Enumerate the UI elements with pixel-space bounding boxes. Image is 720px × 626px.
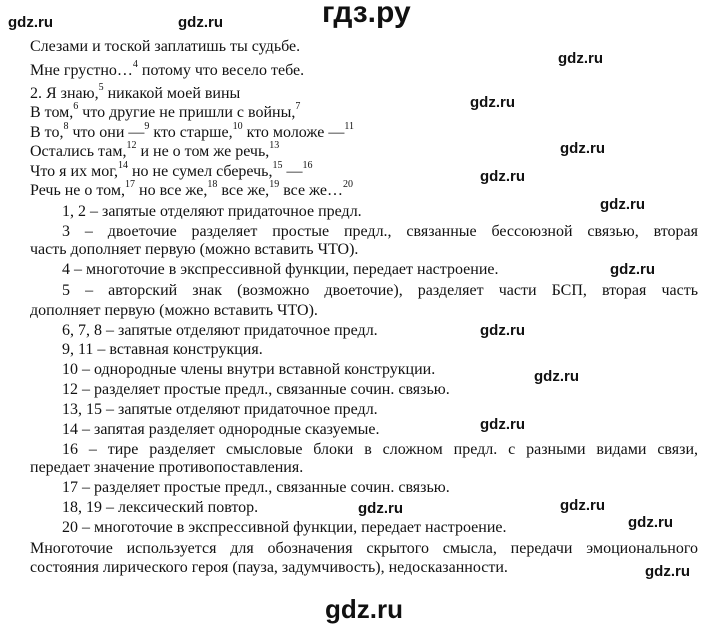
note-line: часть дополняет первую (можно вставить ЧТО). [30, 241, 359, 258]
poem-text: никакой моей вины [103, 85, 241, 102]
poem-text: 2. Я знаю, [30, 85, 99, 102]
watermark: gdz.ru [8, 14, 53, 31]
footnote-number: 16 [302, 160, 313, 171]
poem-text: но не сумел сберечь, [127, 163, 273, 180]
watermark: gdz.ru [558, 50, 603, 67]
footnote-number: 17 [125, 179, 135, 190]
poem-line [30, 140, 280, 161]
poem-text: Речь не о том, [30, 182, 125, 199]
footnote-number: 6 [73, 101, 79, 112]
watermark: gdz.ru [480, 322, 525, 339]
poem-text: кто моложе — [242, 124, 345, 141]
watermark: gdz.ru [358, 500, 403, 517]
footnote-number: 11 [344, 121, 354, 132]
watermark-bottom: gdz.ru [325, 594, 403, 624]
note-line: 3 – двоеточие разделяет простые предл., связанные бессоюзной связью, вторая [62, 223, 698, 240]
note-line: 6, 7, 8 – запятые отделяют придаточное предл. [62, 322, 378, 339]
note-line: 5 – авторский знак (возможно двоеточие), разделяет части БСП, вторая часть [62, 282, 698, 299]
poem-text: В том, [30, 104, 74, 121]
poem-text: потому что весело тебе. [137, 62, 305, 79]
note-line: дополняет первую (можно вставить ЧТО). [30, 302, 318, 319]
note-line: 18, 19 – лексический повтор. [62, 499, 259, 516]
footnote-number: 7 [295, 101, 301, 112]
note-line: 14 – запятая разделяет однородные сказуемые. [62, 421, 380, 438]
note-line: 16 – тире разделяет смысловые блоки в сложном предл. с разными видами связи, [62, 441, 698, 458]
footnote-number: 18 [207, 179, 218, 190]
poem-text: что они — [68, 124, 145, 141]
poem-line [30, 179, 353, 200]
note-line: 20 – многоточие в экспрессивной функции, передает настроение. [62, 519, 507, 536]
poem-text: Мне грустно… [30, 62, 133, 79]
watermark: gdz.ru [470, 94, 515, 111]
footnote-number: 19 [269, 179, 280, 190]
note-line: 17 – разделяет простые предл., связанные сочин. связью. [62, 479, 450, 496]
footnote-number: 12 [126, 140, 137, 151]
poem-text: и не о том же речь, [136, 143, 270, 160]
poem-text: но все же, [135, 182, 208, 199]
footnote-number: 4 [132, 59, 138, 70]
poem-text: Остались там, [30, 143, 127, 160]
note-line: 9, 11 – вставная конструкция. [62, 341, 263, 358]
note-line: 13, 15 – запятые отделяют придаточное предл. [62, 401, 378, 418]
watermark: gdz.ru [480, 416, 525, 433]
poem-text: кто старше, [149, 124, 233, 141]
poem-line [30, 59, 305, 80]
watermark: gdz.ru [480, 168, 525, 185]
watermark: gdz.ru [534, 368, 579, 385]
poem-line [30, 121, 354, 142]
watermark: gdz.ru [610, 261, 655, 278]
watermark: gdz.ru [645, 563, 690, 580]
footnote-number: 14 [117, 160, 128, 171]
watermark: gdz.ru [560, 140, 605, 157]
note-line: 4 – многоточие в экспрессивной функции, передает настроение. [62, 261, 499, 278]
poem-line [30, 38, 300, 56]
footnote-number: 20 [343, 179, 353, 190]
footnote-number: 5 [98, 82, 104, 93]
footnote-number: 13 [269, 140, 280, 151]
watermark: gdz.ru [560, 497, 605, 514]
note-line: 1, 2 – запятые отделяют придаточное предл. [62, 203, 362, 220]
watermark: gdz.ru [178, 14, 223, 31]
poem-text: все же… [279, 182, 343, 199]
watermark: gdz.ru [628, 514, 673, 531]
footnote-number: 15 [272, 160, 283, 171]
poem-text: В то, [30, 124, 64, 141]
poem-text: Что я их мог, [30, 163, 118, 180]
footnote-number: 8 [63, 121, 69, 132]
footnote-number: 10 [232, 121, 243, 132]
note-line: передает значение противопоставления. [30, 459, 304, 476]
watermark-top: гдз.ру [322, 0, 411, 29]
watermark: gdz.ru [600, 196, 645, 213]
note-line: состояния лирического героя (пауза, задумчивость), недосказанности. [30, 559, 508, 576]
note-line: Многоточие используется для обозначения скрытого смысла, передачи эмоционального [30, 540, 698, 557]
poem-text: все же, [217, 182, 270, 199]
poem-line [30, 101, 301, 122]
note-line: 10 – однородные члены внутри вставной конструкции. [62, 361, 436, 378]
poem-text: что другие не пришли с войны, [78, 104, 296, 121]
note-line: 12 – разделяет простые предл., связанные сочин. связью. [62, 381, 450, 398]
footnote-number: 9 [144, 121, 150, 132]
poem-text: — [282, 163, 303, 180]
poem-line [30, 82, 241, 103]
poem-text: Слезами и тоской заплатишь ты судьбе. [30, 38, 301, 55]
